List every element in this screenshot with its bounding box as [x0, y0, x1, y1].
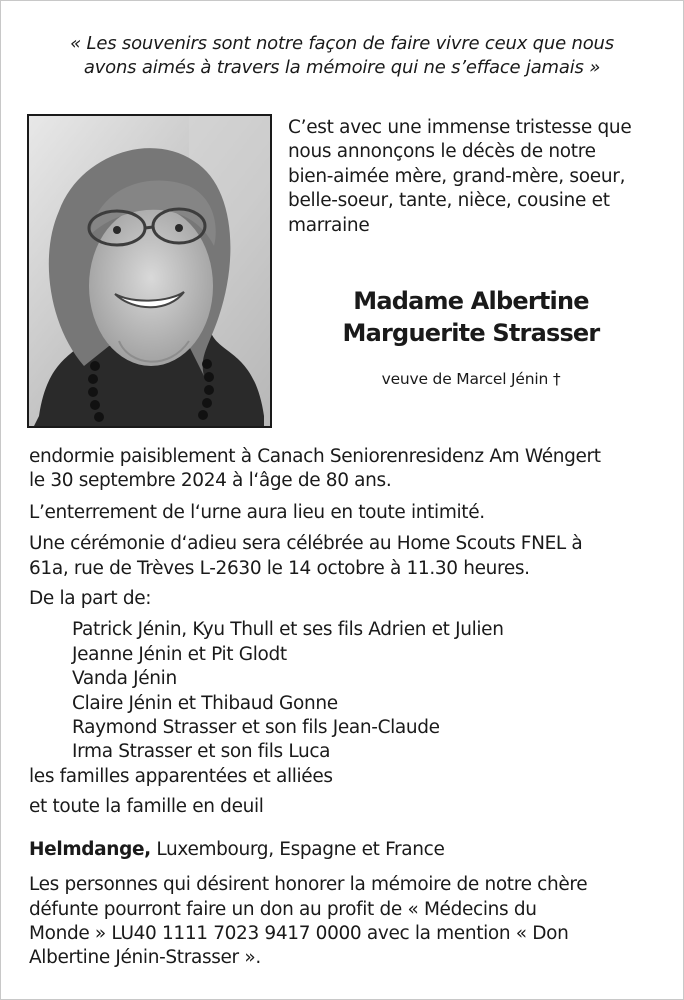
family-member: Raymond Strasser et son fils Jean-Claude: [72, 717, 440, 739]
family-heading: De la part de:: [29, 588, 152, 610]
family-member: Jeanne Jénin et Pit Glodt: [72, 643, 287, 665]
location-town: Helmdange,: [29, 838, 151, 860]
deceased-name: [288, 285, 654, 349]
intro-line-3: bien-aimée mère, grand-mère, soeur,: [288, 165, 626, 187]
widow-of-line: veuve de Marcel Jénin †: [381, 370, 561, 388]
family-list: [29, 618, 659, 764]
family-closing: et toute la famille en deuil: [29, 796, 264, 818]
quote-line-1: « Les souvenirs sont notre façon de faire vivre ceux que nous: [70, 33, 614, 54]
intro-line-5: marraine: [288, 214, 370, 236]
name-line-2: Marguerite Strasser: [342, 319, 600, 347]
passing-line-1: endormie paisiblement à Canach Seniorenresidenz Am Wéngert: [29, 446, 601, 467]
notice-body: [29, 445, 659, 971]
intro-line-1: C’est avec une immense tristesse que: [288, 117, 632, 138]
intro-line-4: belle-soeur, tante, nièce, cousine et: [288, 190, 610, 212]
family-member: Vanda Jénin: [72, 668, 177, 690]
portrait-photo: [27, 114, 272, 428]
donation-line-2: défunte pourront faire un don au profit de « Médecins du: [29, 898, 537, 920]
family-member: Claire Jénin et Thibaud Gonne: [72, 692, 338, 714]
donation-line-1: Les personnes qui désirent honorer la mémoire de notre chère: [29, 874, 588, 896]
ceremony-line-2: 61a, rue de Trèves L-2630 le 14 octobre à 11.30 heures.: [29, 557, 530, 579]
epigraph-quote: [20, 32, 664, 80]
location-line: [29, 838, 659, 862]
intro-line-2: nous annonçons le décès de notre: [288, 141, 596, 163]
burial-text: L’enterrement de l‘urne aura lieu en toute intimité.: [29, 501, 485, 523]
name-line-1: Madame Albertine: [353, 287, 589, 315]
family-member: Irma Strasser et son fils Luca: [72, 741, 331, 763]
relatives-line: les familles apparentées et alliées: [29, 765, 333, 787]
quote-line-2: avons aimés à travers la mémoire qui ne s’efface jamais »: [83, 57, 601, 78]
location-countries: Luxembourg, Espagne et France: [150, 838, 445, 860]
ceremony-line-1: Une cérémonie d‘adieu sera célébrée au Home Scouts FNEL à: [29, 533, 583, 555]
donation-line-3: Monde » LU40 1111 7023 9417 0000 avec la mention « Don: [29, 922, 569, 944]
donation-paragraph: [29, 873, 659, 971]
family-member: Patrick Jénin, Kyu Thull et ses fils Adrien et Julien: [72, 619, 504, 641]
portrait-image: [29, 116, 270, 426]
donation-line-4: Albertine Jénin-Strasser ».: [29, 947, 261, 969]
passing-line-2: le 30 septembre 2024 à l‘âge de 80 ans.: [29, 470, 392, 492]
announcement-intro: [288, 116, 660, 238]
